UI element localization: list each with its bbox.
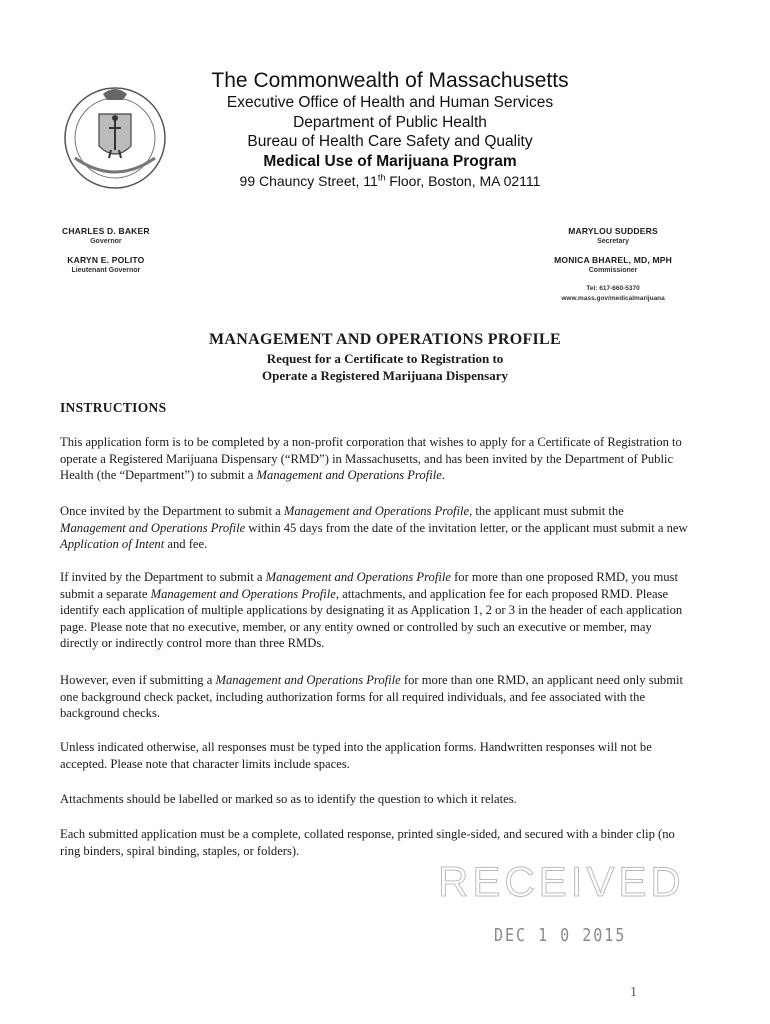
address-line (185, 172, 595, 191)
paragraph-3: If invited by the Department to submit a Management and Operations Profile for more than one proposed RMD, you must submit a separate Management and Operations Profile, attachments, and application fee for each proposed RMD. Please identify each application of multiple applications by designating it as Application 1, 2 or 3 in the header of each application page. Please note that no executive, member, or any entity owned or controlled by such an executive or member, may directly or indirectly control more than three RMDs. (60, 570, 683, 651)
instructions-heading: INSTRUCTIONS (60, 400, 167, 415)
commonwealth-title: The Commonwealth of Massachusetts (211, 69, 569, 92)
address-superscript: th (377, 171, 386, 182)
department-line: Department of Public Health (293, 113, 487, 131)
paragraph-4: However, even if submitting a Management and Operations Profile for more than one RMD, an applicant need only submit one background check packet, including authorization forms for all required individuals, and fee associated with the background checks. (60, 673, 684, 721)
paragraph-2: Once invited by the Department to submit a Management and Operations Profile, the applicant must submit the Management and Operations Profile within 45 days from the date of the invitation letter, or the applicant must submit a new Application of Intent and fee. (60, 504, 688, 552)
commissioner-title: Commissioner (588, 267, 638, 274)
lt-governor-title: Lieutenant Governor (71, 267, 141, 274)
letterhead (185, 68, 595, 191)
governor-title: Governor (90, 238, 122, 245)
governor-name: CHARLES D. BAKER (62, 226, 150, 236)
contact-phone: Tel: 617-660-5370 (586, 285, 640, 292)
page-number: 1 (630, 985, 637, 1000)
form-subtitle-2: Operate a Registered Marijuana Dispensary (261, 368, 508, 383)
received-date: DEC 1 0 2015 (494, 924, 627, 946)
paragraph-5: Unless indicated otherwise, all responses must be typed into the application forms. Handwritten responses will not be accepted. Please note that character limits include spaces. (60, 740, 652, 771)
paragraph-1: This application form is to be completed by a non-profit corporation that wishes to apply for a Certificate of Registration to operate a Registered Marijuana Dispensary (“RMD”) in Massachusetts, and has been invited by the Department of Public Health (the “Department”) to submit a Management and Operations Profile. (60, 435, 682, 483)
program-line: Medical Use of Marijuana Program (263, 152, 517, 170)
received-stamp: RECEIVED (438, 858, 685, 905)
executive-office-line: Executive Office of Health and Human Services (226, 94, 554, 111)
secretary-name: MARYLOU SUDDERS (568, 226, 658, 236)
lt-governor-name: KARYN E. POLITO (67, 255, 145, 265)
state-seal-icon (55, 78, 195, 196)
document-title (0, 330, 770, 384)
secretary-title: Secretary (597, 238, 630, 245)
paragraph-7: Each submitted application must be a complete, collated response, printed single-sided, and secured with a binder clip (no ring binders, spiral binding, staples, or folders). (60, 827, 675, 858)
state-officials (62, 226, 150, 276)
commissioner-name: MONICA BHAREL, MD, MPH (554, 255, 672, 265)
address-end: Floor, Boston, MA 02111 (385, 172, 541, 189)
contact-website: www.mass.gov/medicalmarijuana (561, 295, 665, 302)
bureau-line: Bureau of Health Care Safety and Quality (247, 133, 533, 150)
form-subtitle-1: Request for a Certificate to Registration to (266, 351, 504, 366)
address-start: 99 Chauncy Street, 11 (239, 172, 378, 189)
department-officials (554, 226, 672, 304)
paragraph-6: Attachments should be labelled or marked so as to identify the question to which it relates. (60, 792, 517, 806)
form-title: MANAGEMENT AND OPERATIONS PROFILE (208, 331, 561, 348)
